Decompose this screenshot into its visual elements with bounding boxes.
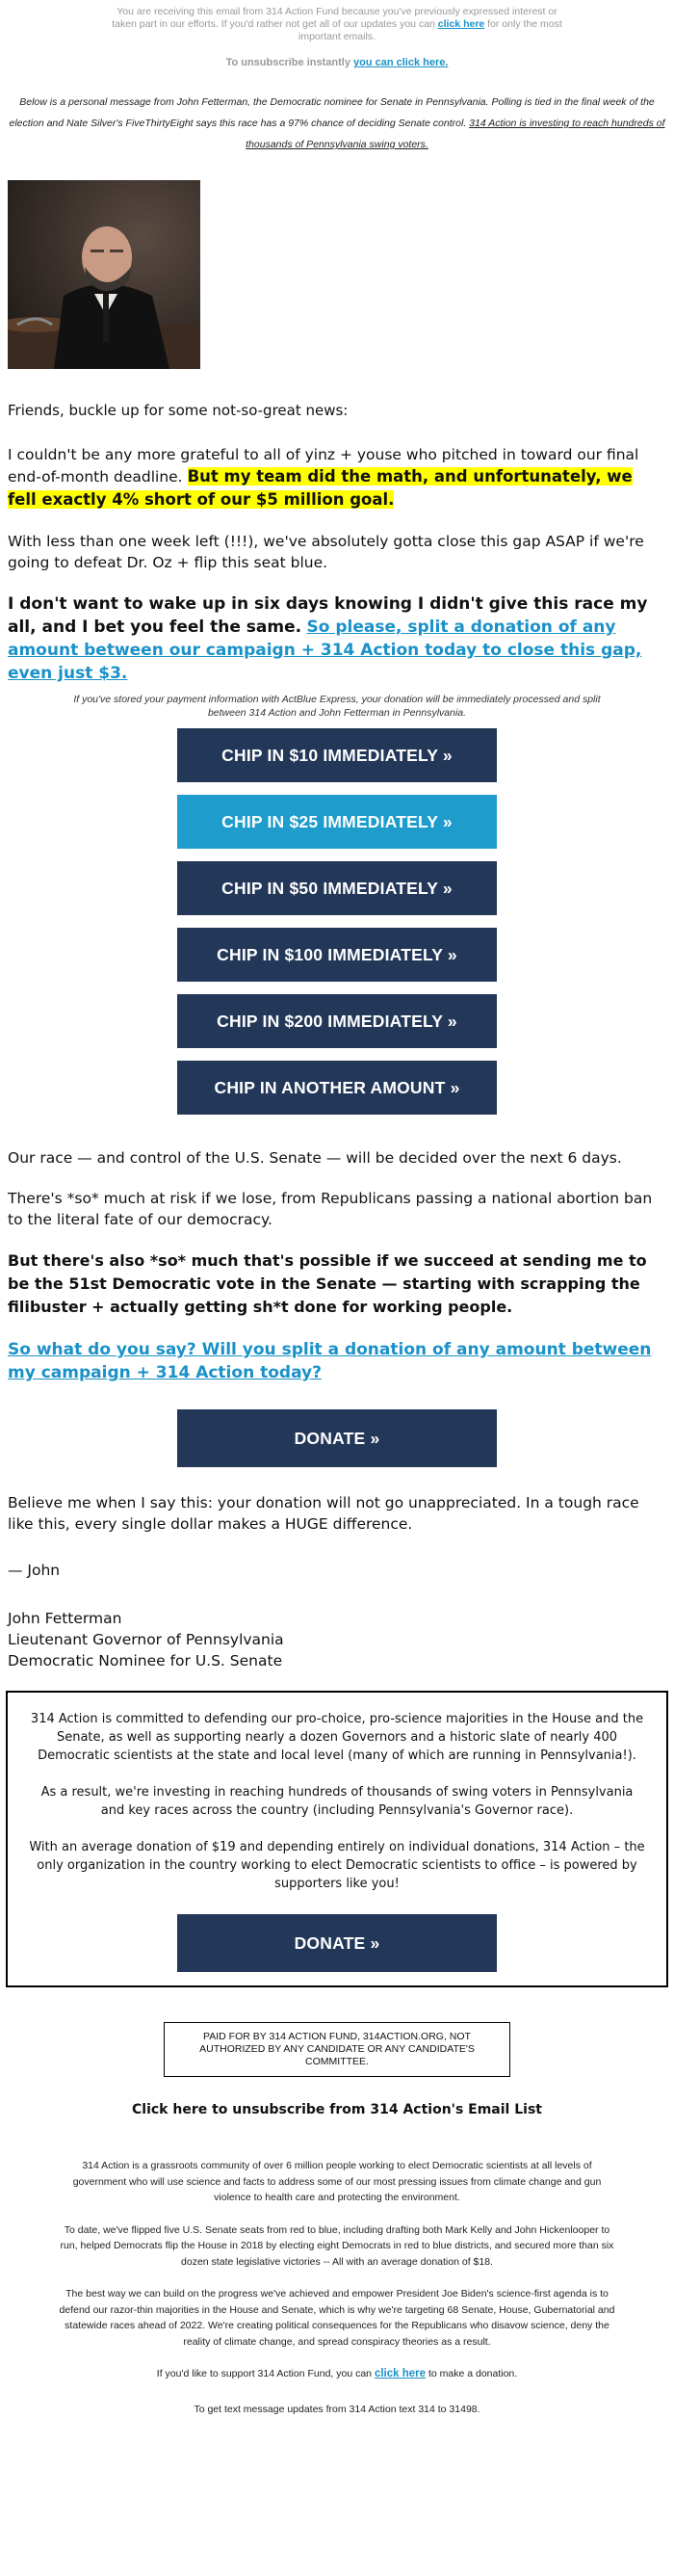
chip-in-other-button[interactable]: CHIP IN ANOTHER AMOUNT » (177, 1061, 497, 1115)
chip-in-200-button[interactable]: CHIP IN $200 IMMEDIATELY » (177, 994, 497, 1048)
box-paragraph-1: 314 Action is committed to defending our pro-choice, pro-science majorities in the House and the Senate, as well as supporting nearly a dozen Governors and a historic slate of nearly 400 Democratic scientists at the state and local level (many of which are running in Pennsylvania!). (30, 1712, 644, 1763)
split-donation-link[interactable]: So please, split a donation of any amount between our campaign + 314 Action today to close this gap, even just $3. (8, 618, 642, 683)
signoff: — John (8, 1562, 61, 1579)
greeting: Friends, buckle up for some not-so-great news: (8, 402, 349, 419)
notice-text-end: for only the most important emails. (298, 18, 562, 42)
candidate-photo-illustration (8, 180, 200, 369)
footer-support (0, 2366, 674, 2382)
footer-about-3: The best way we can build on the progress we've achieved and empower President Joe Biden's science-first agenda is to defend our razor-thin majorities in the House and Senate, which is why we're targeting 68 Senate, House, Gubernatorial and statewide races ahead of 2022. We're creating political consequences for the Republicans who disavow science, deny the reality of climate change, and spread conspiracy theories as a result. (59, 2288, 615, 2348)
instant-unsubscribe (0, 57, 674, 68)
signature-title: Lieutenant Governor of Pennsylvania (8, 1631, 284, 1648)
footer-about-1: 314 Action is a grassroots community of over 6 million people working to elect Democratic scientists at all levels of government who will use science and facts to address some of our most pressing issues from climate change and gun violence to health care and protecting the environment. (72, 2160, 602, 2203)
footer-support-text-end: to make a donation. (428, 2368, 518, 2379)
paragraph-risk: There's *so* much at risk if we lose, from Republicans passing a national abortion ban to the literal fate of our democracy. (8, 1190, 653, 1228)
intro-message (0, 68, 674, 155)
candidate-photo (8, 180, 200, 369)
box-paragraph-3: With an average donation of $19 and depending entirely on individual donations, 314 Action – the only organization in the country working to elect Democratic scientists to office – is powered by supporters like you! (29, 1840, 645, 1891)
paragraph-gap: With less than one week left (!!!), we've absolutely gotta close this gap ASAP if we're going to defeat Dr. Oz + flip this seat blue. (8, 533, 644, 571)
chip-in-100-button[interactable]: CHIP IN $100 IMMEDIATELY » (177, 928, 497, 982)
footer-donate-link[interactable]: click here (374, 2368, 427, 2379)
box-paragraph-2: As a result, we're investing in reaching hundreds of thousands of swing voters in Pennsylvania and key races across the country (including Pennsylvania's Governor race). (40, 1785, 634, 1818)
manage-updates-link[interactable]: click here (437, 18, 485, 30)
paragraph-deadline-text: I couldn't be any more grateful to all of yinz + youse who pitched in toward our final end-of-month deadline. (8, 446, 639, 486)
paragraph-ask (8, 592, 666, 685)
about-314-action-box (6, 1691, 668, 1987)
letter-body-continued (0, 1147, 674, 1384)
paragraph-ask-bold: I don't want to wake up in six days knowing I didn't give this race my all, and I bet you feel the same. (8, 594, 648, 637)
split-donation-link-2[interactable]: So what do you say? Will you split a donation of any amount between my campaign + 314 Action today? (8, 1340, 652, 1382)
subscription-notice (0, 0, 674, 43)
footer-about-2: To date, we've flipped five U.S. Senate seats from red to blue, including drafting both Mark Kelly and John Hickenlooper to run, helped Democrats flip the House in 2018 by electing eight Democrats in red to blue districts, and secured more than six dozen state legislative victories -- All with an average donation of $18. (60, 2223, 614, 2268)
paragraph-appreciation: Believe me when I say this: your donation will not go unappreciated. In a tough race like this, every single dollar makes a HUGE difference. (8, 1494, 639, 1533)
intro-text: Below is a personal message from John Fetterman, the Democratic nominee for Senate in Pennsylvania. Polling is tied in the final week of the election and Nate Silver's FiveThirtyEight says this race has a 97% chance of deciding Senate control. (9, 96, 655, 129)
signature-name: John Fetterman (8, 1610, 122, 1627)
intro-underlined: 314 Action is investing to reach hundreds of thousands of Pennsylvania swing voters. (246, 118, 665, 150)
chip-in-25-button[interactable]: CHIP IN $25 IMMEDIATELY » (177, 795, 497, 849)
donate-button-box[interactable]: DONATE » (177, 1914, 497, 1972)
letter-closing (0, 1492, 674, 1671)
chip-in-10-button[interactable]: CHIP IN $10 IMMEDIATELY » (177, 728, 497, 782)
instant-unsubscribe-link[interactable]: you can click here. (353, 57, 449, 68)
unsub-text: To unsubscribe instantly (225, 57, 350, 68)
footer-support-text: If you'd like to support 314 Action Fund, you can (156, 2368, 373, 2379)
paragraph-senate-control: Our race — and control of the U.S. Senate — will be decided over the next 6 days. (8, 1149, 622, 1167)
footer-about (0, 2158, 674, 2417)
paid-for-disclaimer: PAID FOR BY 314 ACTION FUND, 314ACTION.ORG, NOT AUTHORIZED BY ANY CANDIDATE OR ANY CANDIDATE'S COMMITTEE. (164, 2022, 510, 2077)
unsubscribe-list-link[interactable]: Click here to unsubscribe from 314 Action's Email List (132, 2102, 542, 2117)
signature-title-2: Democratic Nominee for U.S. Senate (8, 1652, 283, 1669)
donate-button[interactable]: DONATE » (177, 1409, 497, 1467)
footer-text-updates: To get text message updates from 314 Action text 314 to 31498. (194, 2403, 480, 2415)
highlighted-shortfall: But my team did the math, and unfortunately, we fell exactly 4% short of our $5 million goal. (8, 467, 633, 509)
paragraph-deadline (8, 444, 666, 512)
letter-body (0, 400, 674, 685)
notice-text: You are receiving this email from 314 Action Fund because you've previously expressed interest or taken part in our efforts. If you'd rather not get all of our updates you can (112, 6, 557, 30)
paragraph-possible: But there's also *so* much that's possible if we succeed at sending me to be the 51st Democratic vote in the Senate — starting with scrapping the filibuster + actually getting sh*t done for working people. (8, 1251, 647, 1316)
donation-buttons (0, 728, 674, 1115)
chip-in-50-button[interactable]: CHIP IN $50 IMMEDIATELY » (177, 861, 497, 915)
paragraph-what-say (8, 1338, 666, 1384)
actblue-express-note: If you've stored your payment information with ActBlue Express, your donation will be immediately processed and split between 314 Action and John Fetterman in Pennsylvania. (73, 694, 601, 719)
